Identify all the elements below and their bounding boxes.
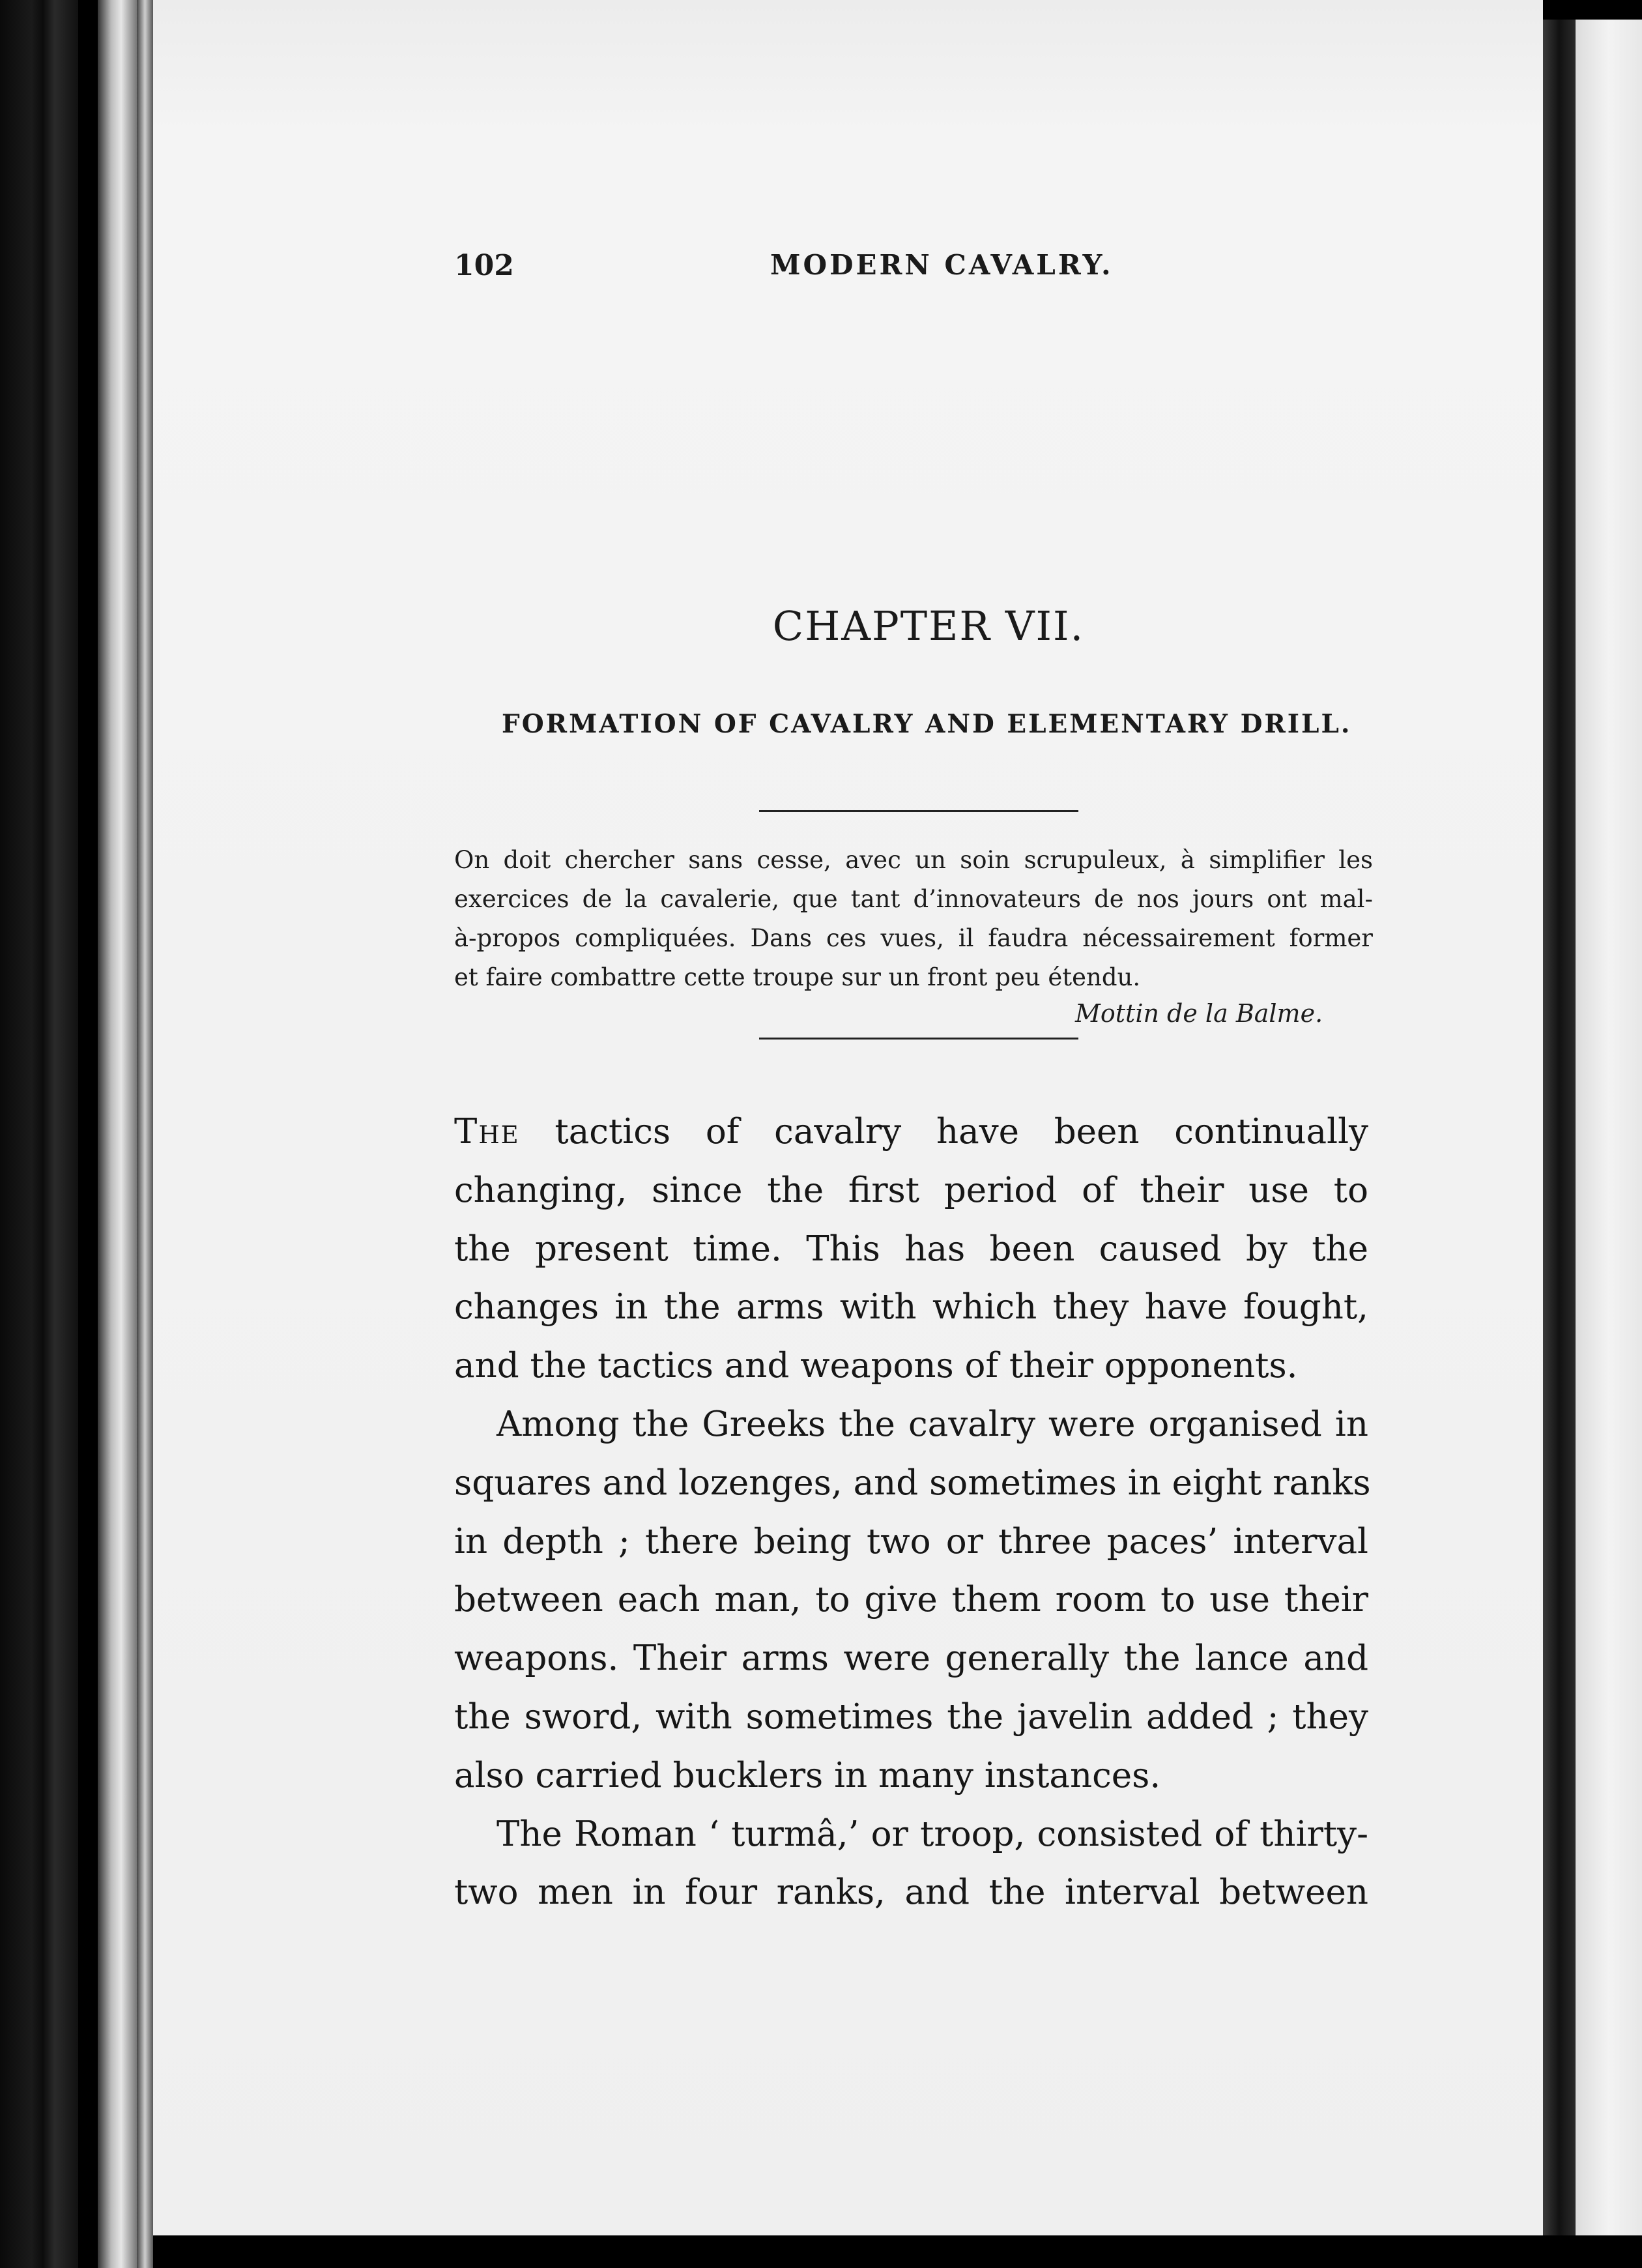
- epigraph: [454, 841, 1373, 997]
- body-line: changes in the arms with which they have fought,: [454, 1287, 1368, 1328]
- body-line: and the tactics and weapons of their opponents.: [454, 1346, 1298, 1386]
- page-number: 102: [454, 249, 514, 282]
- body-line: the sword, with sometimes the javelin added ; they: [454, 1696, 1368, 1737]
- body-line: The Roman ‘ turmâ,’ or troop, consisted of thirty-: [497, 1814, 1368, 1854]
- epigraph-rule-bottom: [759, 1038, 1078, 1040]
- body-line: in depth ; there being two or three paces’ interval: [454, 1521, 1368, 1562]
- body-line: the present time. This has been caused by the: [454, 1228, 1368, 1269]
- epigraph-rule-top: [759, 810, 1078, 812]
- body-line: between each man, to give them room to use their: [454, 1580, 1368, 1620]
- body-line: changing, since the first period of their use to: [454, 1170, 1368, 1210]
- page-stack-edge: [98, 0, 137, 2268]
- running-head: [454, 249, 1366, 295]
- facing-page-edge: [1576, 20, 1642, 2235]
- body-line: squares and lozenges, and sometimes in eight ranks: [454, 1462, 1371, 1503]
- epigraph-line: exercices de la cavalerie, que tant d’innovateurs de nos jours ont mal-: [454, 885, 1373, 913]
- chapter-subtitle: FORMATION OF CAVALRY AND ELEMENTARY DRILL.: [502, 709, 1352, 739]
- running-title: MODERN CAVALRY.: [770, 249, 1114, 281]
- body-line: Among the Greeks the cavalry were organised in: [497, 1404, 1368, 1444]
- epigraph-line: à-propos compliquées. Dans ces vues, il faudra nécessairement former: [454, 924, 1373, 952]
- epigraph-line: et faire combattre cette troupe sur un front peu étendu.: [454, 963, 1141, 991]
- epigraph-line: On doit chercher sans cesse, avec un soin scrupuleux, à simplifier les: [454, 846, 1373, 874]
- drop-word: The: [454, 1112, 520, 1152]
- epigraph-attribution: Mottin de la Balme.: [1075, 999, 1323, 1028]
- body-line: also carried bucklers in many instances.: [454, 1755, 1161, 1796]
- book-binding-edge: [0, 0, 78, 2268]
- scan-border: [153, 2235, 1642, 2268]
- body-line: two men in four ranks, and the interval between: [454, 1872, 1368, 1913]
- gutter-shadow: [1543, 20, 1576, 2235]
- body-text: [454, 1103, 1371, 1922]
- body-line: The tactics of cavalry have been continually: [454, 1112, 1368, 1152]
- chapter-title: CHAPTER VII.: [772, 602, 1085, 650]
- body-line: weapons. Their arms were generally the lance and: [454, 1638, 1368, 1679]
- page-stack-edge-inner: [137, 0, 153, 2268]
